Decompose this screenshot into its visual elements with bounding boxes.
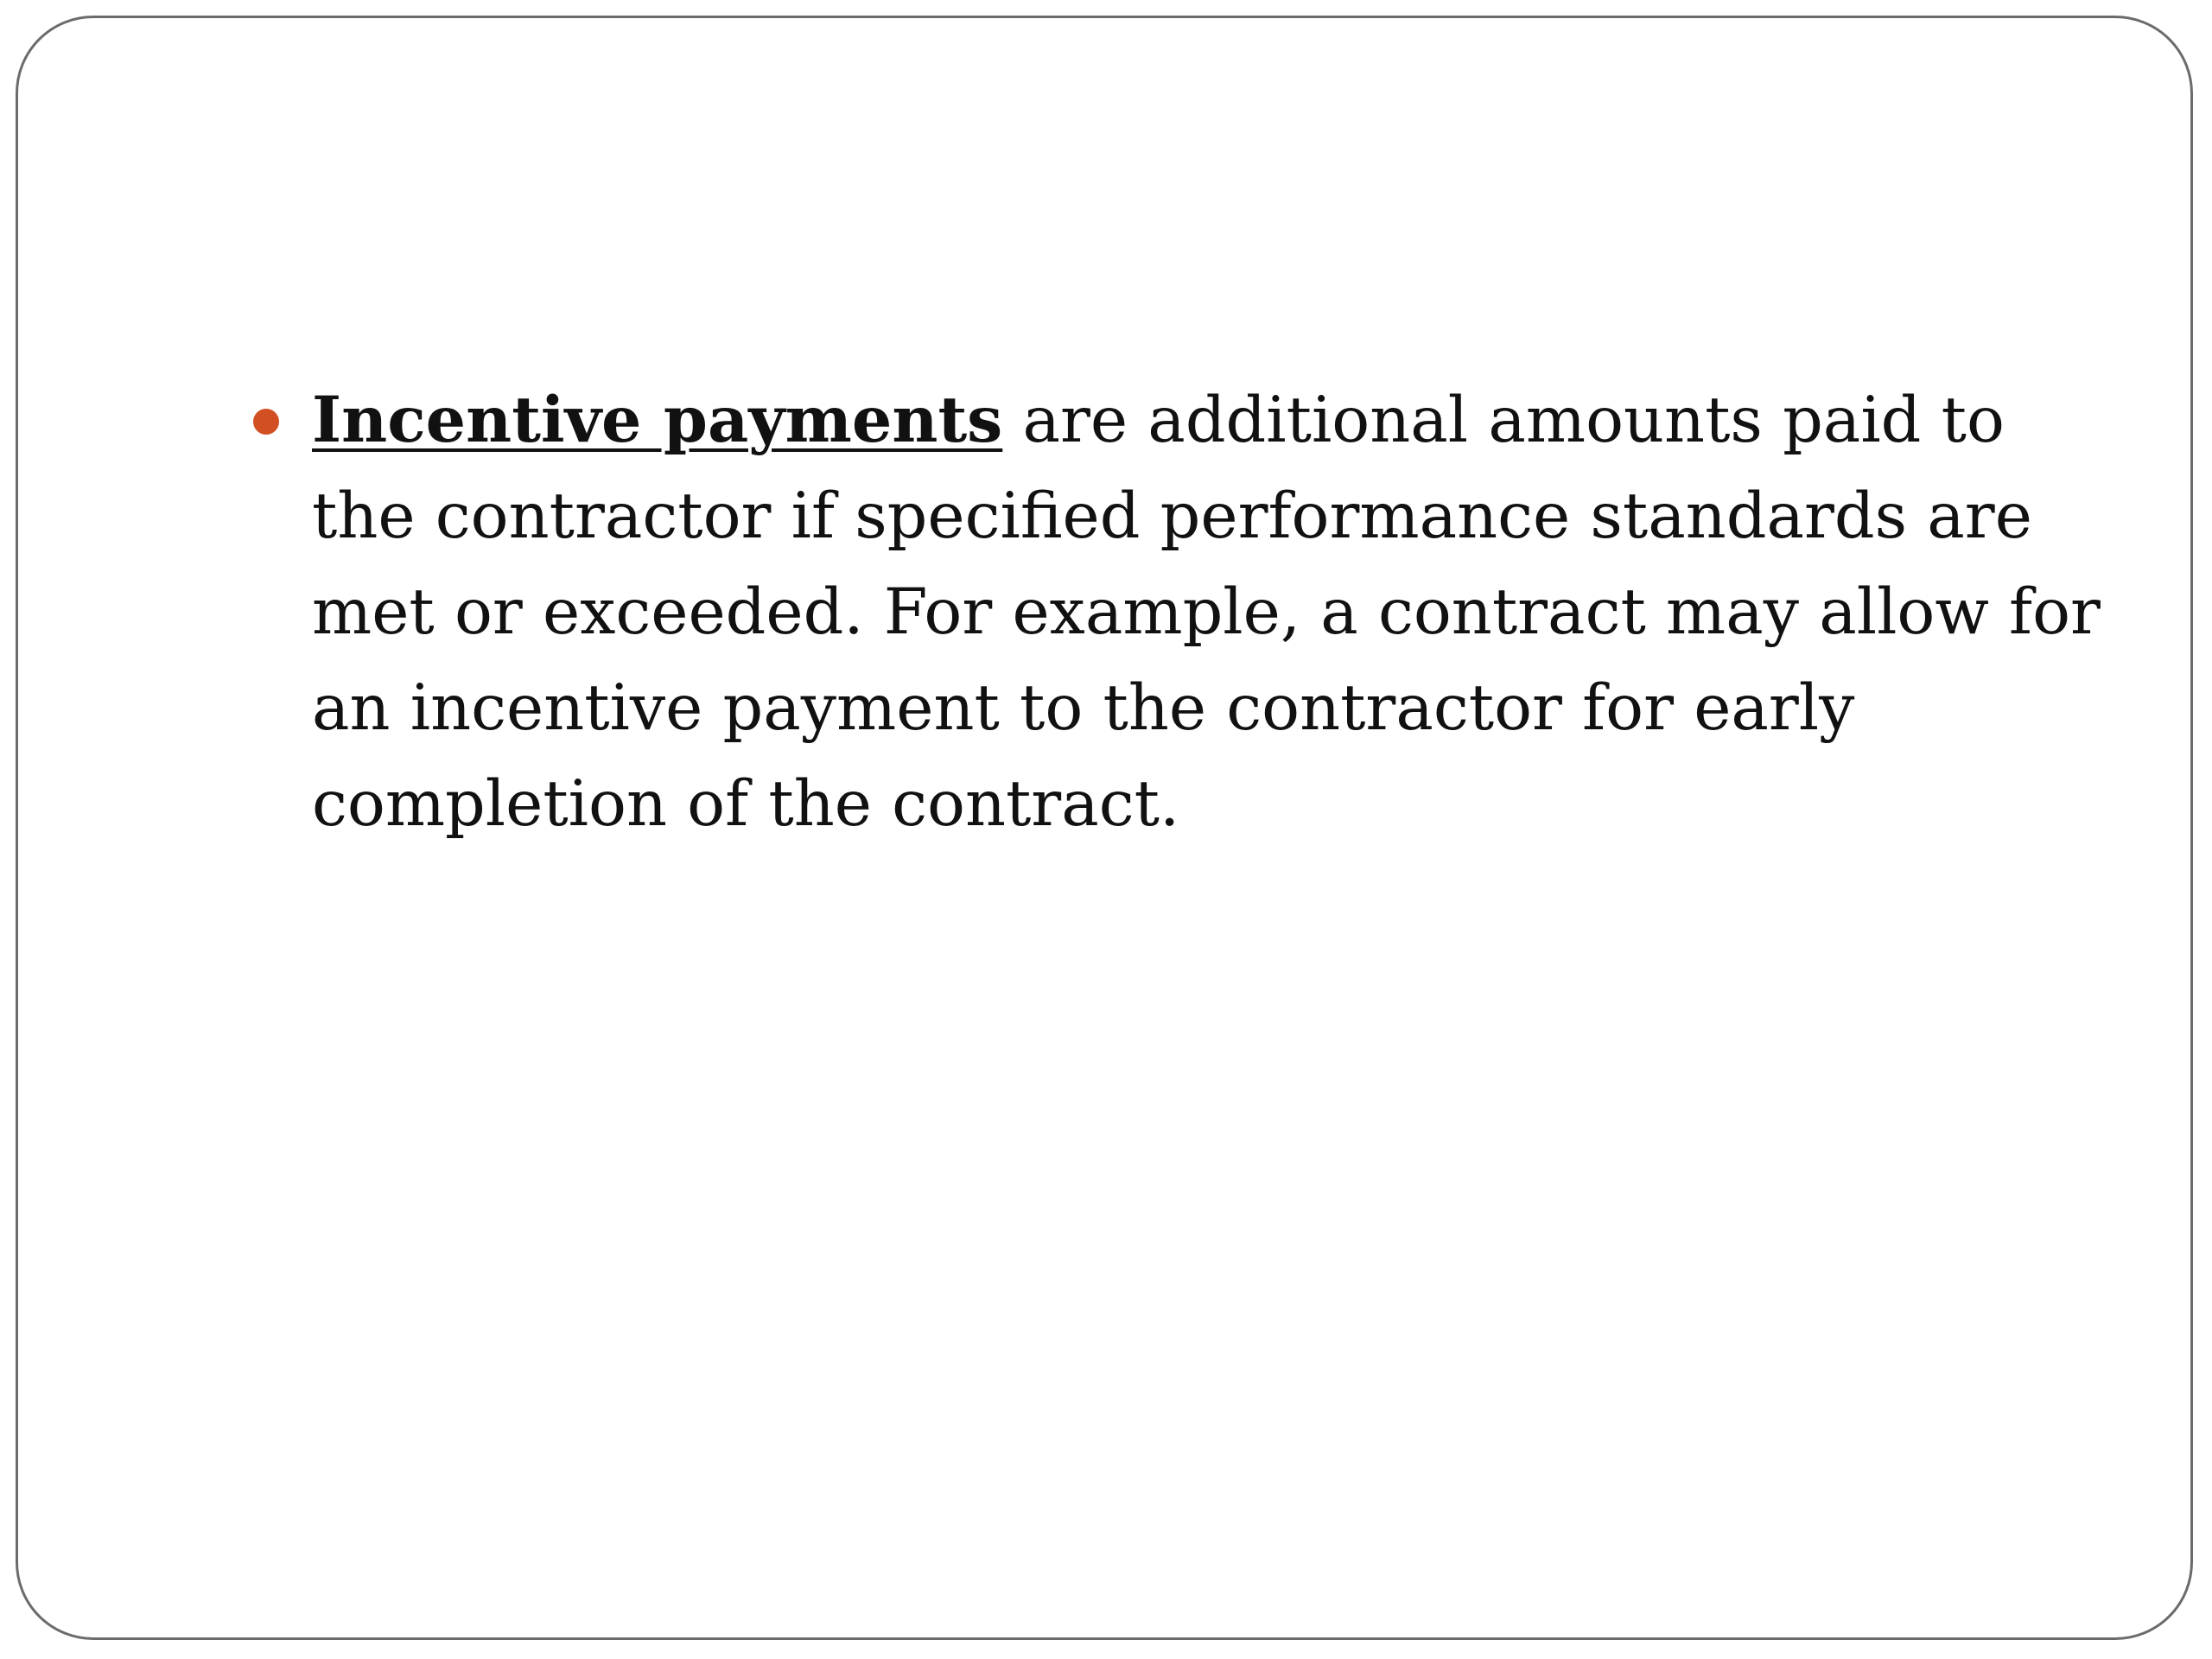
slide-content xyxy=(312,372,2126,852)
bullet-term: Incentive payments xyxy=(312,383,1003,457)
bullet-item xyxy=(312,372,2126,852)
bullet-text: are additional amounts paid to the contractor if specified performance standards are met or exceeded. For example, a contract may allow for an incentive payment to the contractor for early completion of the contract. xyxy=(312,384,2101,841)
slide xyxy=(16,16,2193,1640)
bullet-dot-icon xyxy=(253,409,279,435)
